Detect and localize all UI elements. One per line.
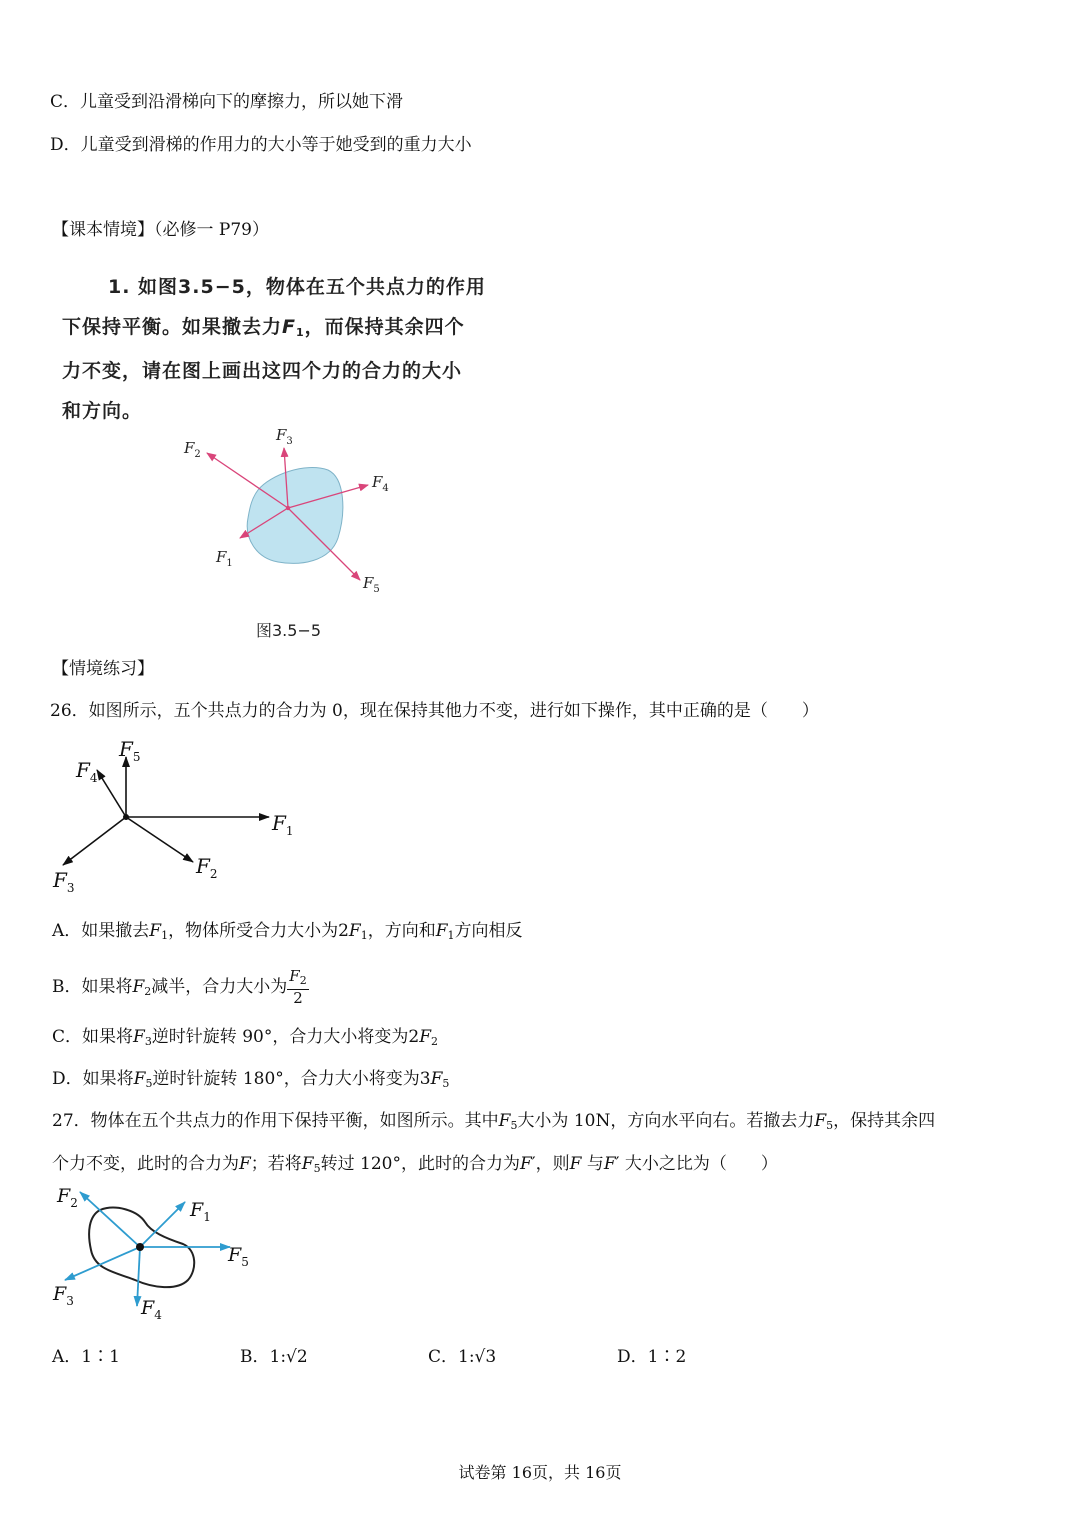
q27-label-f4: $F_4$ — [141, 1297, 162, 1322]
q27-text: ′ 大小之比为（ ） — [615, 1154, 778, 1174]
q27-text: 转过 120°，此时的合力为 — [320, 1154, 520, 1174]
subscript: 5 — [442, 1077, 450, 1090]
fig1-label-f5: $F_5$ — [363, 574, 380, 595]
q26-a-text: A．如果撤去 — [52, 921, 150, 941]
force-symbol: F — [301, 1154, 314, 1174]
q26-a-text: ，方向和 — [367, 921, 436, 941]
force-symbol: F — [569, 1154, 582, 1174]
q27-text: 个力不变，此时的合力为 — [52, 1154, 239, 1174]
q27-f4-arrow — [137, 1247, 140, 1306]
q27-option-c — [428, 1346, 496, 1368]
q26-option-a — [52, 920, 523, 947]
q26-label-f1: $F_1$ — [272, 811, 294, 838]
q27-stem-line-2 — [52, 1153, 778, 1180]
coefficient: 2 — [338, 921, 349, 941]
q26-center-point — [123, 814, 129, 820]
q26-option-b — [52, 968, 309, 1010]
option-prefix: B． — [240, 1347, 270, 1367]
force-symbol: F — [132, 977, 145, 997]
q27-text: ，保持其余四 — [833, 1111, 936, 1131]
force-symbol: F — [348, 921, 361, 941]
q26-d-text: D．如果将 — [52, 1069, 134, 1089]
q26-label-f5: $F_5$ — [119, 737, 141, 764]
fig1-label-f3: $F_3$ — [276, 426, 293, 447]
subscript: 1 — [296, 325, 305, 339]
force-symbol: F — [289, 967, 300, 985]
q27-center-point — [136, 1243, 144, 1251]
force-symbol: F — [435, 921, 448, 941]
q27-f3-arrow — [65, 1247, 140, 1280]
subscript: 5 — [510, 1119, 518, 1132]
q26-stem: 26．如图所示，五个共点力的合力为 0，现在保持其他力不变，进行如下操作，其中正确的是（ ） — [50, 701, 819, 721]
q26-b-text: 减半，合力大小为 — [151, 977, 288, 997]
textbook-problem — [62, 268, 532, 431]
subscript: 5 — [826, 1119, 834, 1132]
q26-c-text: 逆时针旋转 90°，合力大小将变为 — [151, 1027, 409, 1047]
subscript: 1 — [161, 929, 169, 942]
q27-label-f1: $F_1$ — [190, 1199, 211, 1224]
force-symbol: F — [239, 1154, 251, 1174]
option-c-prev: C．儿童受到沿滑梯向下的摩擦力，所以她下滑 — [50, 92, 404, 112]
q26-f2-arrow — [126, 817, 193, 862]
q26-label-f2: $F_2$ — [196, 854, 218, 881]
subscript: 5 — [313, 1162, 321, 1175]
force-symbol: F — [133, 1069, 146, 1089]
q26-a-text: 方向相反 — [454, 921, 523, 941]
force-symbol: F — [133, 1027, 145, 1047]
textbook-line-3: 力不变，请在图上画出这四个力的合力的大小 — [62, 360, 463, 382]
q26-option-d — [52, 1068, 449, 1095]
q27-text: 大小为 10N，方向水平向右。若撤去力 — [517, 1111, 815, 1131]
fig1-label-f4: $F_4$ — [372, 473, 389, 494]
textbook-line-1: 1. 如图3.5−5，物体在五个共点力的作用 — [108, 276, 486, 298]
coefficient: 3 — [419, 1069, 431, 1089]
force-symbol: F — [282, 315, 296, 338]
center-point — [286, 506, 290, 510]
q27-figure — [45, 1180, 260, 1330]
force-symbol: F — [498, 1111, 511, 1131]
force-symbol: F — [419, 1027, 431, 1047]
q27-label-f3: $F_3$ — [53, 1283, 74, 1308]
q26-b-text: B．如果将 — [52, 977, 133, 997]
subscript: 2 — [430, 1035, 438, 1048]
q27-label-f2: $F_2$ — [57, 1185, 78, 1210]
subscript: 2 — [299, 974, 307, 987]
subscript: 3 — [144, 1035, 152, 1048]
fig1-label-f2: $F_2$ — [184, 439, 201, 460]
q26-f4-arrow — [97, 770, 126, 817]
subscript: 1 — [447, 929, 455, 942]
q26-figure — [45, 735, 305, 900]
textbook-line-2b: ，而保持其余四个 — [304, 315, 465, 338]
fraction — [287, 968, 308, 1007]
q26-f3-arrow — [63, 817, 126, 865]
q27-option-b — [240, 1346, 308, 1368]
q27-text: 与 — [581, 1154, 604, 1174]
q27-option-d: D．1∶2 — [617, 1347, 687, 1367]
force-symbol: F — [814, 1111, 827, 1131]
q26-d-text: 逆时针旋转 180°，合力大小将变为 — [152, 1069, 420, 1089]
force-symbol: F — [519, 1154, 532, 1174]
q27-text: ′，则 — [531, 1154, 570, 1174]
q27-stem-line-1 — [52, 1110, 935, 1137]
figure-caption: 图3.5−5 — [256, 621, 322, 640]
q27-option-a: A．1∶1 — [52, 1347, 120, 1367]
subscript: 1 — [360, 929, 368, 942]
q27-text: 27．物体在五个共点力的作用下保持平衡，如图所示。其中 — [52, 1111, 499, 1131]
q26-option-c — [52, 1026, 438, 1053]
coefficient: 2 — [408, 1027, 420, 1047]
q26-c-text: C．如果将 — [52, 1027, 134, 1047]
page-footer: 试卷第 16页，共 16页 — [458, 1463, 622, 1482]
textbook-line-2a: 下保持平衡。如果撤去力 — [62, 315, 283, 338]
textbook-line-4: 和方向。 — [62, 399, 143, 422]
force-symbol: F — [149, 921, 162, 941]
force-symbol: F — [430, 1069, 443, 1089]
fig1-label-f1: $F_1$ — [216, 548, 233, 569]
q26-a-text: ，物体所受合力大小为 — [168, 921, 339, 941]
denominator: 2 — [293, 989, 303, 1007]
q27-text: ；若将 — [250, 1154, 302, 1174]
q27-label-f5: $F_5$ — [228, 1244, 249, 1269]
exercise-header: 【情境练习】 — [52, 659, 154, 679]
option-d-prev: D．儿童受到滑梯的作用力的大小等于她受到的重力大小 — [50, 135, 472, 155]
force-symbol: F — [603, 1154, 616, 1174]
figure-3-5-5 — [170, 420, 410, 610]
option-value: 1:√3 — [458, 1347, 497, 1367]
textbook-header: 【课本情境】（必修一 P79） — [52, 220, 269, 240]
q26-label-f4: $F_4$ — [76, 758, 98, 785]
option-prefix: C． — [428, 1347, 459, 1367]
subscript: 5 — [145, 1077, 153, 1090]
q26-label-f3: $F_3$ — [53, 868, 75, 895]
option-value: 1:√2 — [269, 1347, 308, 1367]
subscript: 2 — [144, 985, 152, 998]
